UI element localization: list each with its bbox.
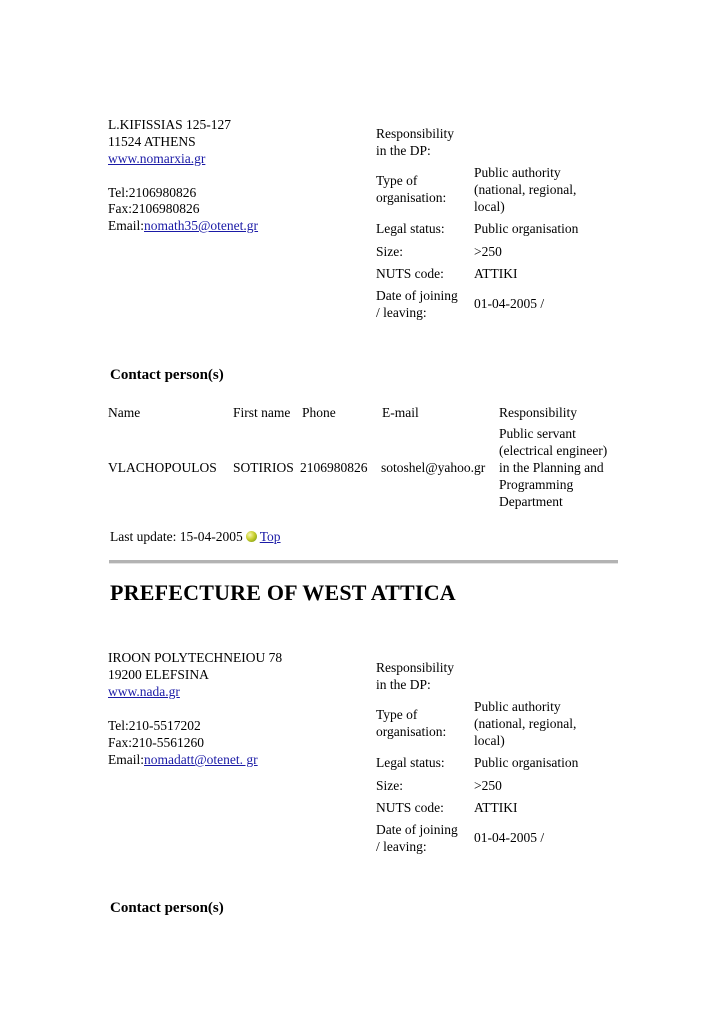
type-value: local) [474, 199, 505, 214]
last-update-line [110, 528, 281, 545]
type-label: organisation: [376, 724, 447, 739]
email-link[interactable]: nomath35@otenet.gr [144, 218, 259, 233]
fax-text: Fax:2106980826 [108, 201, 200, 216]
bullet-icon [246, 531, 257, 542]
nuts-label: NUTS code: [376, 266, 444, 281]
contact-heading: Contact person(s) [110, 367, 224, 383]
date-label: Date of joining [376, 822, 458, 837]
nuts-value: ATTIKI [474, 800, 518, 815]
date-value: 01-04-2005 / [474, 296, 545, 311]
responsibility-label: in the DP: [376, 143, 431, 158]
legal-label: Legal status: [376, 221, 445, 236]
nuts-label: NUTS code: [376, 800, 444, 815]
contact-responsibility-line: Programming [499, 477, 574, 492]
responsibility-label: Responsibility [376, 126, 455, 141]
email-line [108, 751, 258, 768]
legal-value: Public organisation [474, 755, 579, 770]
address-line: 19200 ELEFSINA [108, 667, 209, 682]
contact-responsibility-line: in the Planning and [499, 460, 604, 475]
date-label: Date of joining [376, 288, 458, 303]
size-value: >250 [474, 778, 502, 793]
email-label: Email: [108, 218, 144, 233]
responsibility-label: in the DP: [376, 677, 431, 692]
email-link[interactable]: nomadatt@otenet. gr [144, 752, 258, 767]
date-label: / leaving: [376, 305, 427, 320]
contact-responsibility-line: Department [499, 494, 563, 509]
size-label: Size: [376, 244, 403, 259]
type-label: Type of [376, 173, 418, 188]
type-label: Type of [376, 707, 418, 722]
type-value: (national, regional, [474, 716, 577, 731]
col-header-first-name: First name [233, 405, 291, 420]
size-value: >250 [474, 244, 502, 259]
col-header-responsibility: Responsibility [499, 405, 578, 420]
col-header-name: Name [108, 405, 141, 420]
contact-first-name: SOTIRIOS [233, 460, 294, 475]
website-link[interactable]: www.nomarxia.gr [108, 151, 206, 166]
nuts-value: ATTIKI [474, 266, 518, 281]
contact-heading: Contact person(s) [110, 900, 224, 916]
address-line: IROON POLYTECHNEIOU 78 [108, 650, 283, 665]
section-divider [109, 560, 618, 564]
address-line: 11524 ATHENS [108, 134, 196, 149]
date-label: / leaving: [376, 839, 427, 854]
top-link[interactable]: Top [259, 529, 281, 544]
legal-value: Public organisation [474, 221, 579, 236]
legal-label: Legal status: [376, 755, 445, 770]
type-value: (national, regional, [474, 182, 577, 197]
website-link[interactable]: www.nada.gr [108, 684, 180, 699]
type-value: local) [474, 733, 505, 748]
type-label: organisation: [376, 190, 447, 205]
tel-text: Tel:210-5517202 [108, 718, 201, 733]
col-header-email: E-mail [382, 405, 419, 420]
type-value: Public authority [474, 699, 561, 714]
contact-responsibility-line: Public servant [499, 426, 576, 441]
email-label: Email: [108, 752, 144, 767]
tel-text: Tel:2106980826 [108, 185, 197, 200]
type-value: Public authority [474, 165, 561, 180]
size-label: Size: [376, 778, 403, 793]
address-line: L.KIFISSIAS 125-127 [108, 117, 232, 132]
date-value: 01-04-2005 / [474, 830, 545, 845]
col-header-phone: Phone [302, 405, 336, 420]
responsibility-label: Responsibility [376, 660, 455, 675]
last-update-text: Last update: 15-04-2005 [110, 529, 243, 544]
fax-text: Fax:210-5561260 [108, 735, 204, 750]
contact-name: VLACHOPOULOS [108, 460, 217, 475]
contact-email: sotoshel@yahoo.gr [381, 460, 486, 475]
email-line [108, 217, 258, 234]
contact-phone: 2106980826 [300, 460, 368, 475]
contact-responsibility-line: (electrical engineer) [499, 443, 608, 458]
page-title: PREFECTURE OF WEST ATTICA [110, 580, 456, 605]
